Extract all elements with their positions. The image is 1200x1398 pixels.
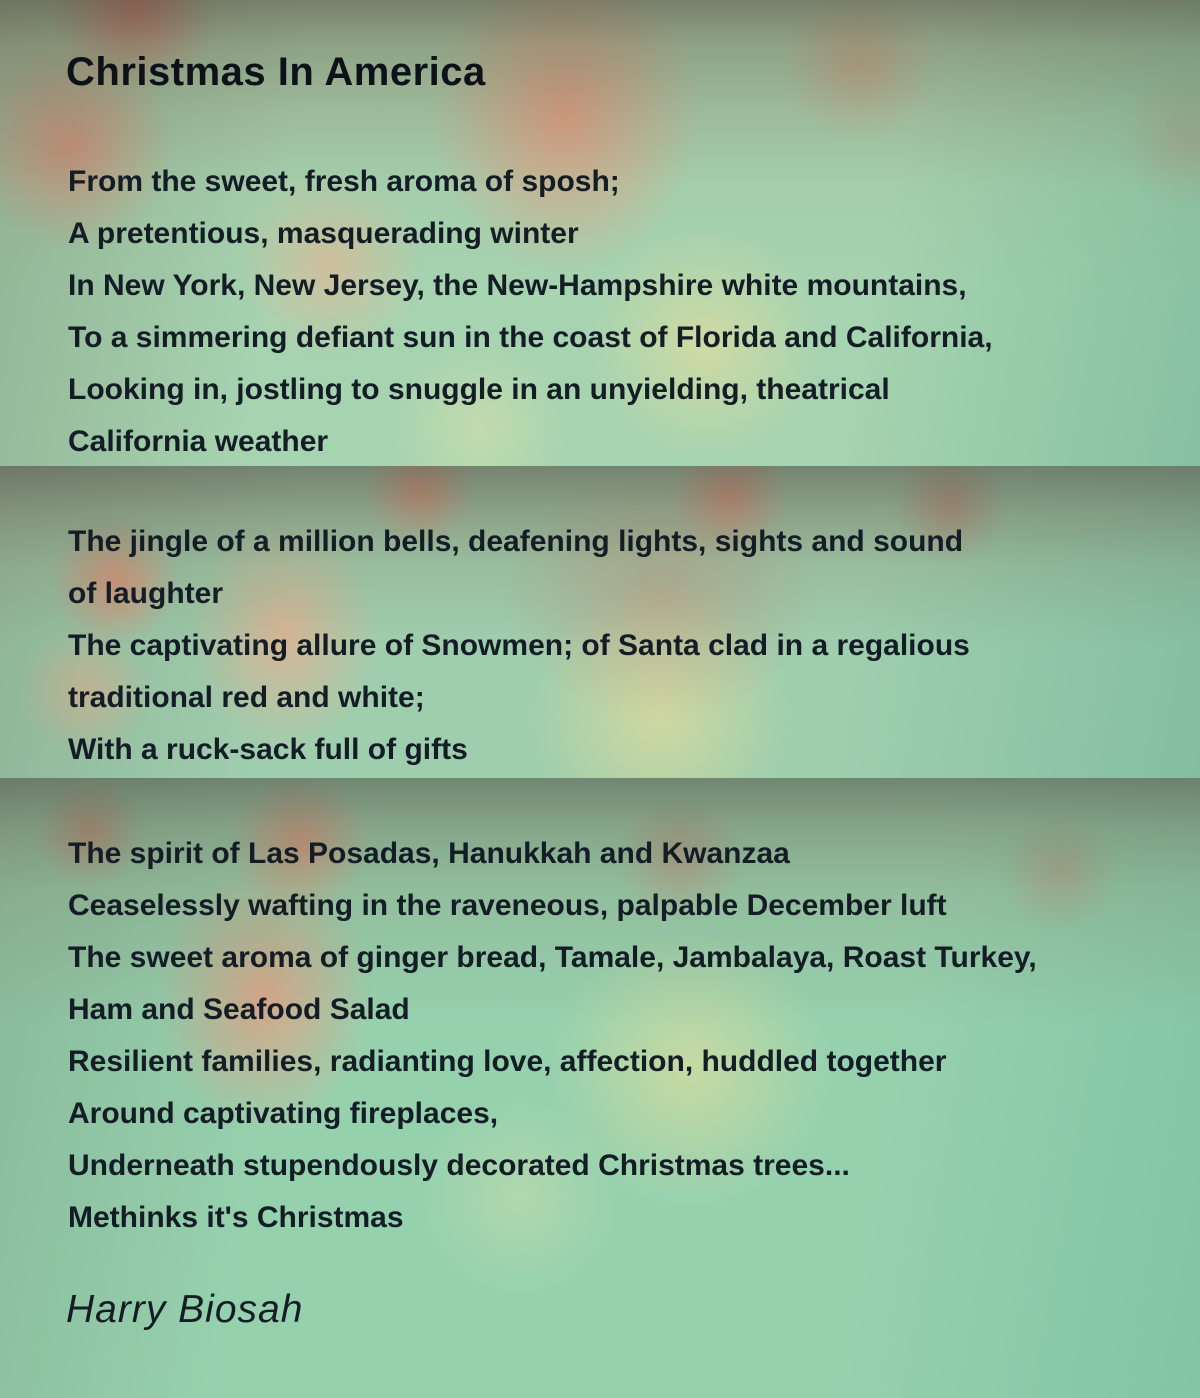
poem-line: The sweet aroma of ginger bread, Tamale, Jambalaya, Roast Turkey,: [68, 941, 1037, 974]
poem-line: California weather: [68, 425, 329, 458]
poem-line: The jingle of a million bells, deafening lights, sights and sound: [68, 525, 964, 558]
poem-line: To a simmering defiant sun in the coast of Florida and California,: [68, 321, 993, 354]
poem-line: In New York, New Jersey, the New-Hampshire white mountains,: [68, 269, 967, 302]
stanza-1: [68, 156, 1178, 468]
poem-author: Harry Biosah: [66, 1288, 304, 1331]
poem-line: From the sweet, fresh aroma of sposh;: [68, 165, 620, 198]
poem-line: Looking in, jostling to snuggle in an unyielding, theatrical: [68, 373, 890, 406]
poem-line: With a ruck-sack full of gifts: [68, 733, 468, 766]
poem-line: traditional red and white;: [68, 681, 425, 714]
poem-line: Ceaselessly wafting in the raveneous, palpable December luft: [68, 889, 947, 922]
poem-line: of laughter: [68, 577, 223, 610]
poem-line: The captivating allure of Snowmen; of Santa clad in a regalious: [68, 629, 970, 662]
poem-line: Resilient families, radianting love, affection, huddled together: [68, 1045, 947, 1078]
poem-title: Christmas In America: [66, 50, 486, 94]
poem-line: Underneath stupendously decorated Christmas trees...: [68, 1149, 850, 1182]
poem-line: Around captivating fireplaces,: [68, 1097, 499, 1130]
poem-line: A pretentious, masquerading winter: [68, 217, 579, 250]
stanza-2: [68, 516, 1178, 776]
stanza-3: [68, 828, 1178, 1244]
poem-line: The spirit of Las Posadas, Hanukkah and Kwanzaa: [68, 837, 790, 870]
poem-line: Methinks it's Christmas: [68, 1201, 404, 1234]
poem-line: Ham and Seafood Salad: [68, 993, 410, 1026]
